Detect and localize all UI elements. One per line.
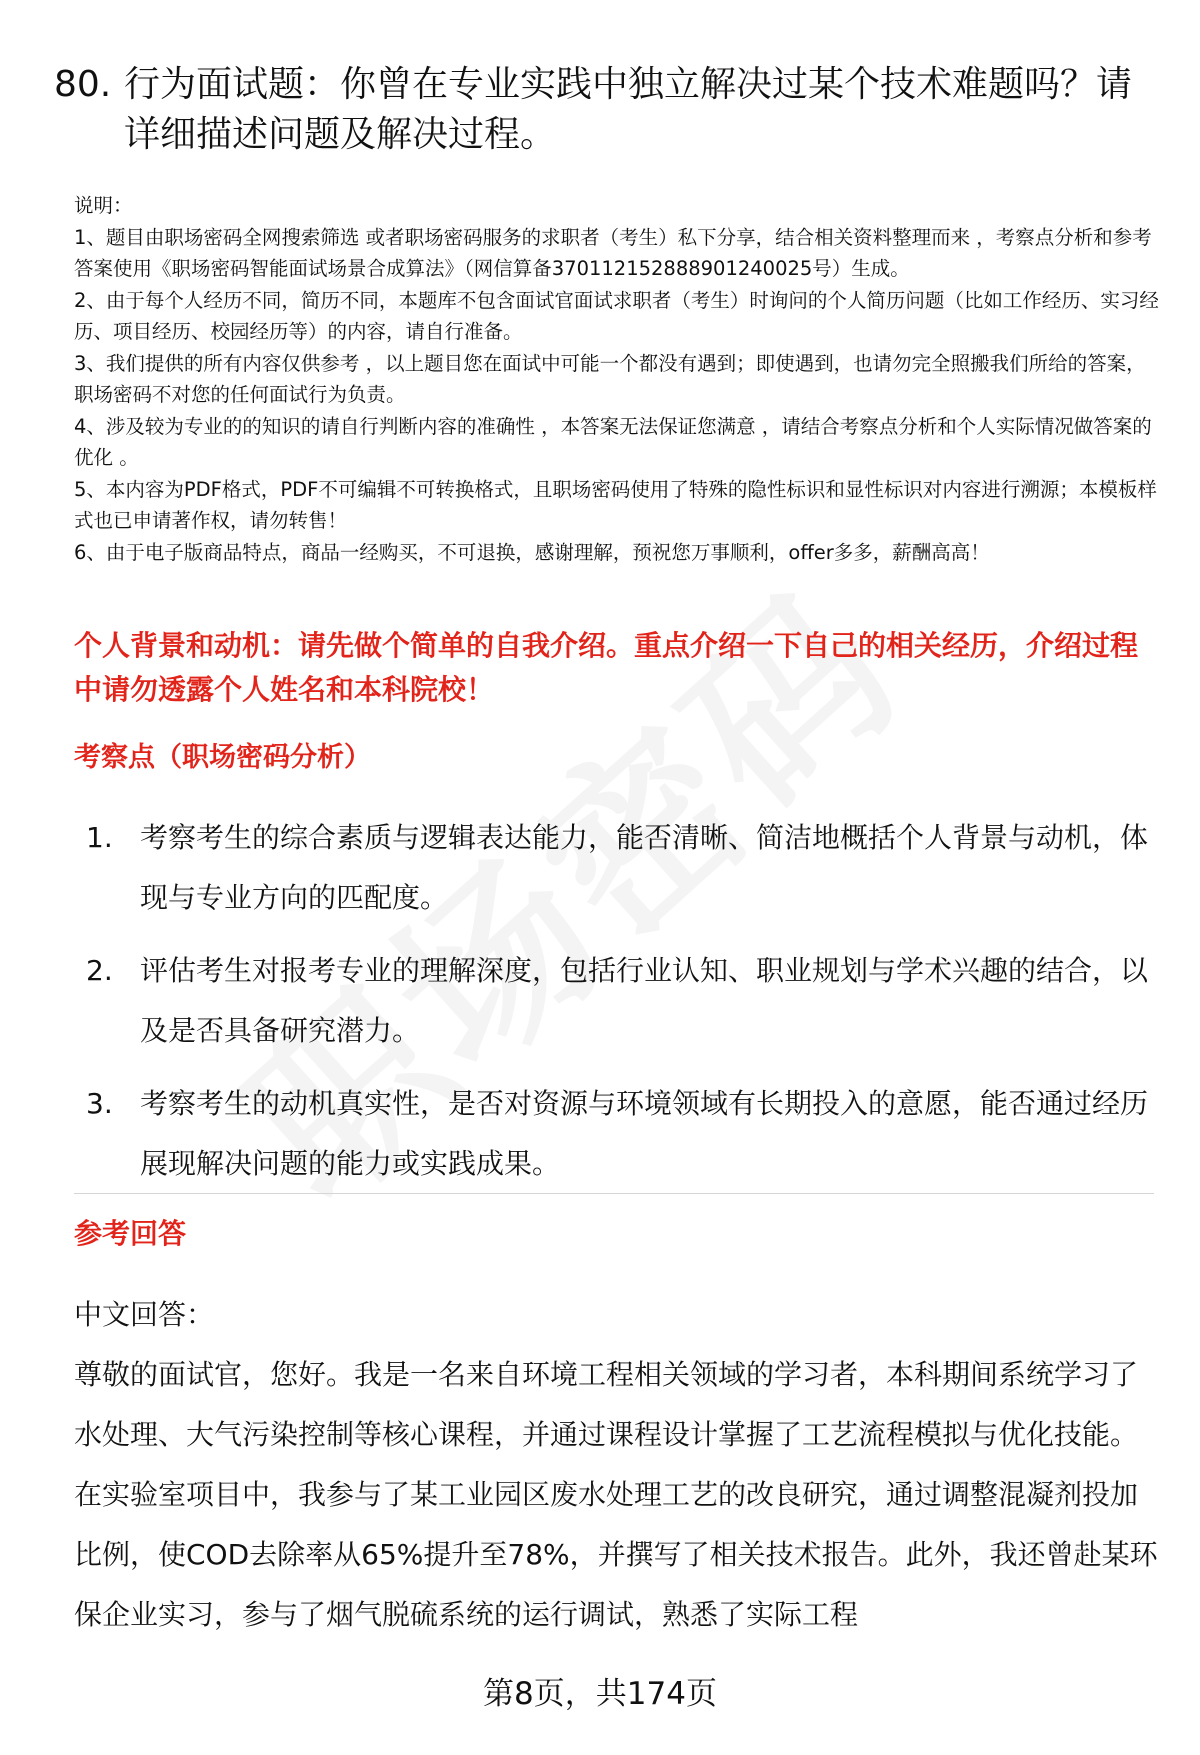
notes-item: 2、由于每个人经历不同，简历不同，本题库不包含面试官面试求职者（考生）时询问的个人简历问题（比如工作经历、实习经历、项目经历、校园经历等）的内容，请自行准备。 (74, 288, 1159, 343)
answer-title: 参考回答 (74, 1217, 187, 1250)
answer-label: 中文回答： (74, 1298, 215, 1331)
notes-item: 3、我们提供的所有内容仅供参考 ，以上题目您在面试中可能一个都没有遇到；即使遇到，也请勿完全照搬我们所给的答案，职场密码不对您的任何面试行为负责。 (74, 351, 1146, 406)
notes-item: 4、涉及较为专业的的知识的请自行判断内容的准确性 ，本答案无法保证您满意 ，请结合考察点分析和个人实际情况做答案的优化 。 (74, 414, 1152, 469)
notes-title: 说明： (74, 194, 133, 217)
notes-item: 1、题目由职场密码全网搜索筛选 或者职场密码服务的求职者（考生）私下分享，结合相关资料整理而来 ，考察点分析和参考答案使用《职场密码智能面试场景合成算法》（网信算备370112152888901240025号）生成。 (74, 225, 1152, 280)
notes-item: 6、由于电子版商品特点，商品一经购买，不可退换，感谢理解，预祝您万事顺利，offer多多，薪酬高高！ (74, 540, 990, 564)
point-text: 评估考生对报考专业的理解深度，包括行业认知、职业规划与学术兴趣的结合，以及是否具备研究潜力。 (140, 954, 1149, 1047)
question-text: 行为面试题：你曾在专业实践中独立解决过某个技术难题吗？请详细描述问题及解决过程。 (124, 64, 1133, 155)
analysis-title: 考察点（职场密码分析） (74, 742, 371, 773)
notes-section (74, 190, 1164, 568)
point-number: 2. (86, 954, 113, 987)
analysis-point (74, 941, 1164, 1061)
analysis-point (74, 808, 1164, 928)
point-text: 考察考生的综合素质与逻辑表达能力，能否清晰、简洁地概括个人背景与动机，体现与专业方向的匹配度。 (140, 821, 1149, 914)
answer-section (74, 1285, 1159, 1645)
section-divider (74, 1193, 1154, 1194)
analysis-points (74, 808, 1164, 1207)
answer-text: 尊敬的面试官，您好。我是一名来自环境工程相关领域的学习者，本科期间系统学习了水处理、大气污染控制等核心课程，并通过课程设计掌握了工艺流程模拟与优化技能。在实验室项目中，我参与了某工业园区废水处理工艺的改良研究，通过调整混凝剂投加比例，使COD去除率从65%提升至78%，并撰写了相关技术报告。此外，我还曾赴某环保企业实习，参与了烟气脱硫系统的运行调试，熟悉了实际工程 (74, 1358, 1158, 1631)
motivation-prompt: 个人背景和动机：请先做个简单的自我介绍。重点介绍一下自己的相关经历，介绍过程中请勿透露个人姓名和本科院校！ (74, 629, 1139, 706)
page-footer: 第8页，共174页 (483, 1676, 717, 1712)
notes-item: 5、本内容为PDF格式，PDF不可编辑不可转换格式，且职场密码使用了特殊的隐性标识和显性标识对内容进行溯源；本模板样式也已申请著作权，请勿转售！ (74, 477, 1157, 532)
question-number: 80. (54, 64, 112, 105)
point-number: 1. (86, 821, 113, 854)
question-heading (54, 60, 1164, 160)
point-text: 考察考生的动机真实性，是否对资源与环境领域有长期投入的意愿，能否通过经历展现解决问题的能力或实践成果。 (140, 1087, 1149, 1180)
analysis-point (74, 1074, 1164, 1194)
point-number: 3. (86, 1087, 113, 1120)
